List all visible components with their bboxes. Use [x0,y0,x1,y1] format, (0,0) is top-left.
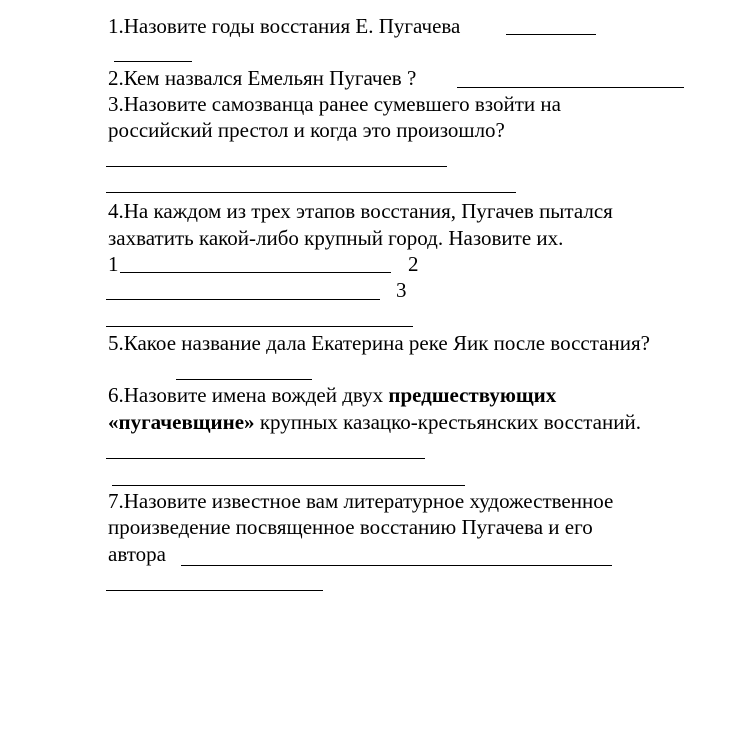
question-1-text: 1.Назовите годы восстания Е. Пугачева [108,14,461,38]
question-3-answer-blank-1[interactable] [106,166,447,167]
question-3-text-line-2: российский престол и когда это произошло? [108,118,505,142]
question-5-text: 5.Какое название дала Екатерина реке Яик после восстания? [108,331,650,355]
question-6-text-line-2 [108,410,641,434]
question-6-bold-word-2: «пугачевщине» [108,410,255,434]
question-6-answer-blank-2[interactable] [112,485,465,486]
question-6-text-line-1 [108,383,556,407]
question-7-answer-blank-2[interactable] [106,590,323,591]
question-4-item-2-blank[interactable] [106,299,380,300]
question-5-answer-blank[interactable] [176,379,312,380]
question-4-item-3-number: 3 [396,278,407,302]
question-7-text-line-2: произведение посвященное восстанию Пугачева и его [108,515,593,539]
question-6-answer-blank-1[interactable] [106,458,425,459]
question-7-text-line-1: 7.Назовите известное вам литературное художественное [108,489,614,513]
question-2-text: 2.Кем назвался Емельян Пугачев ? [108,66,417,90]
question-4-item-3-blank[interactable] [106,326,413,327]
question-4-item-1-number: 1 [108,252,119,276]
question-7-answer-blank-1[interactable] [181,565,612,566]
question-6-prefix: 6.Назовите имена вождей двух [108,383,389,407]
question-3-answer-blank-2[interactable] [106,192,516,193]
question-6-bold-word-1: предшествующих [388,383,557,407]
question-4-text-line-1: 4.На каждом из трех этапов восстания, Пугачев пытался [108,199,613,223]
question-4-item-2-number: 2 [408,252,419,276]
question-7-text-line-3: автора [108,542,166,566]
question-3-text-line-1: 3.Назовите самозванца ранее сумевшего взойти на [108,92,561,116]
question-2-answer-blank[interactable] [457,87,684,88]
question-6-suffix: крупных казацко-крестьянских восстаний. [254,410,641,434]
question-1-answer-blank-continued[interactable] [114,61,192,62]
question-4-item-1-blank[interactable] [120,272,391,273]
question-4-text-line-2: захватить какой-либо крупный город. Назовите их. [108,226,564,250]
question-1-answer-blank[interactable] [506,34,596,35]
